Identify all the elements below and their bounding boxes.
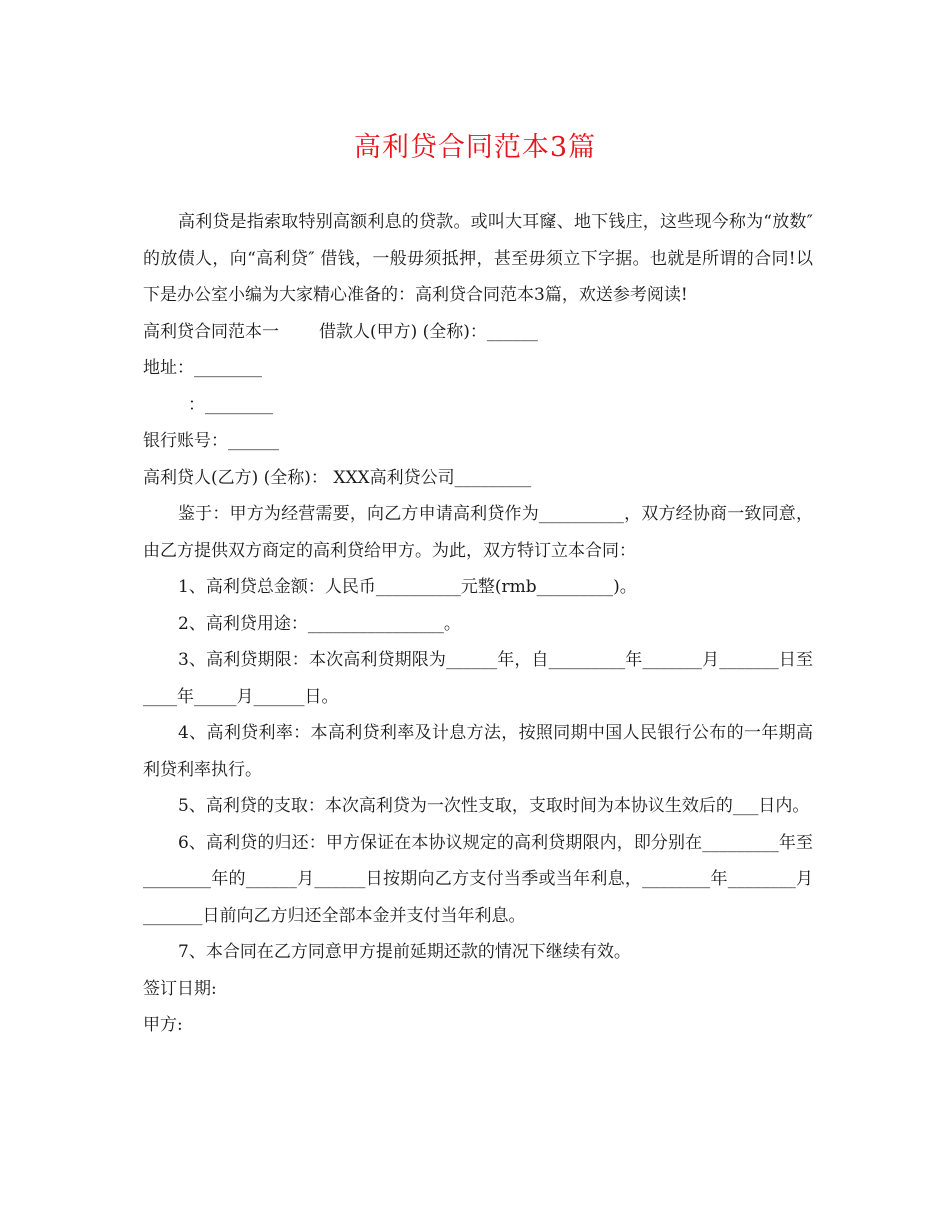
document-body [143, 204, 813, 1044]
address-line: 地址：________ [143, 358, 262, 378]
clause-7: 7、本合同在乙方同意甲方提前延期还款的情况下继续有效。 [178, 942, 631, 962]
whereas-paragraph: 鉴于：甲方为经营需要，向乙方申请高利贷作为__________，双方经协商一致同意，由乙方提供双方商定的高利贷给甲方。为此，双方特订立本合同： [143, 504, 813, 561]
blank-field-line: ：________ [188, 394, 273, 415]
bank-account-line: 银行账号：______ [143, 431, 279, 451]
section-heading-line [143, 314, 813, 351]
clause-3: 3、高利贷期限：本次高利贷期限为______年，自_________年_______月_______日至____年_____月______日。 [143, 650, 813, 707]
clause-2: 2、高利贷用途：________________。 [178, 613, 461, 634]
clause-5: 5、高利贷的支取：本次高利贷为一次性支取，支取时间为本协议生效后的___日内。 [178, 796, 810, 816]
lender-line: 高利贷人(乙方) (全称)： XXX高利贷公司_________ [143, 467, 532, 488]
borrower-line: 借款人(甲方) (全称)：______ [319, 321, 538, 342]
clause-6: 6、高利贷的归还：甲方保证在本协议规定的高利贷期限内，即分别在_________年至________年的______月______日按期向乙方支付当季或当年利息，________年________月_______日前向乙方归还全部本金并支付当年利息。 [143, 832, 813, 926]
party-a-line: 甲方: [143, 1015, 183, 1035]
clause-4: 4、高利贷利率：本高利贷利率及计息方法，按照同期中国人民银行公布的一年期高利贷利率执行。 [143, 723, 813, 780]
document-title: 高利贷合同范本3篇 [353, 132, 597, 163]
sign-date-line: 签订日期: [143, 978, 217, 999]
section-heading: 高利贷合同范本一 [143, 321, 279, 342]
clause-1: 1、高利贷总金额：人民币__________元整(rmb_________)。 [178, 577, 637, 597]
intro-paragraph: 高利贷是指索取特别高额利息的贷款。或叫大耳窿、地下钱庄，这些现今称为“放数″ 的放债人，向“高利贷″ 借钱，一般毋须抵押，甚至毋须立下字据。也就是所谓的合同!以下是办公室小编为大家精心准备的：高利贷合同范本3篇，欢送参考阅读! [143, 212, 813, 305]
